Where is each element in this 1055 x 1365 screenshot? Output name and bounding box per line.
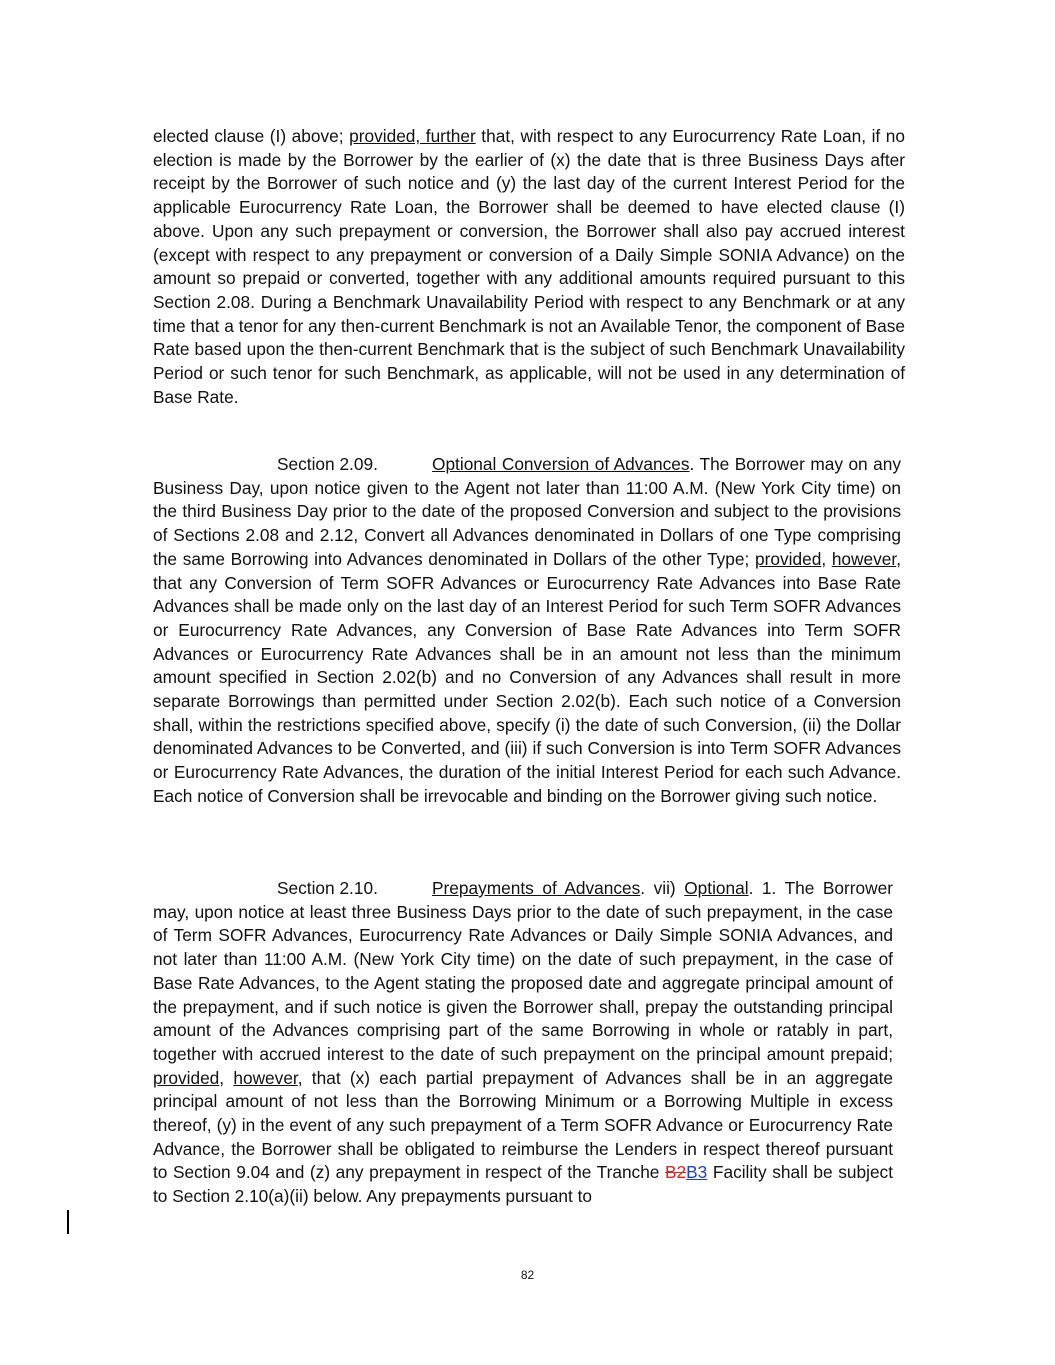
section-2-10-paragraph <box>153 877 893 1209</box>
paragraph-text: Section 2.10. Prepayments of Advances. vii) Optional. 1. The Borrower may, upon notice at least three Business Days prior to the date of such prepayment, in the case of Term SOFR Advances, Eurocurrency Rate Advances or Daily Simple SONIA Advances, and not later than 11:00 A.M. (New York City time) on the date of such prepayment, in the case of Base Rate Advances, to the Agent stating the proposed date and aggregate principal amount of the prepayment, and if such notice is given the Borrower shall, prepay the outstanding principal amount of the Advances comprising part of the same Borrowing in whole or ratably in part, together with accrued interest to the date of such prepayment on the principal amount prepaid; provided, however, that (x) each partial prepayment of Advances shall be in an aggregate principal amount of not less than the Borrowing Minimum or a Borrowing Multiple in excess thereof, (y) in the event of any such prepayment of a Term SOFR Advance or Eurocurrency Rate Advance, the Borrower shall be obligated to reimburse the Lenders in respect thereof pursuant to Section 9.04 and (z) any prepayment in respect of the Tranche B2B3 Facility shall be subject to Section 2.10(a)(ii) below. Any prepayments pursuant to <box>153 878 893 1207</box>
section-title: Prepayments of Advances <box>432 878 641 898</box>
tracked-deletion: B2 <box>665 1162 687 1183</box>
section-number: Section 2.09. <box>277 454 378 474</box>
underlined-term: provided <box>755 548 822 569</box>
underlined-term: Optional <box>684 878 749 898</box>
paragraph-continuation <box>153 125 905 409</box>
paragraph-text: Section 2.09. Optional Conversion of Advances. The Borrower may on any Business Day, upon notice given to the Agent not later than 11:00 A.M. (New York City time) on the third Business Day prior to the date of the proposed Conversion and subject to the provisions of Sections 2.08 and 2.12, Convert all Advances denominated in Dollars of one Type comprising the same Borrowing into Advances denominated in Dollars of the other Type; provided, however, that any Conversion of Term SOFR Advances or Eurocurrency Rate Advances into Base Rate Advances shall be made only on the last day of an Interest Period for such Term SOFR Advances or Eurocurrency Rate Advances, any Conversion of Base Rate Advances into Term SOFR Advances or Eurocurrency Rate Advances shall be in an amount not less than the minimum amount specified in Section 2.02(b) and no Conversion of any Advances shall result in more separate Borrowings than permitted under Section 2.02(b). Each such notice of a Conversion shall, within the restrictions specified above, specify (i) the date of such Conversion, (ii) the Dollar denominated Advances to be Converted, and (iii) if such Conversion is into Term SOFR Advances or Eurocurrency Rate Advances, the duration of the initial Interest Period for each such Advance. Each notice of Conversion shall be irrevocable and binding on the Borrower giving such notice. <box>153 454 902 806</box>
change-bar <box>67 1210 69 1234</box>
page-number: 82 <box>520 1268 535 1282</box>
paragraph-text: elected clause (I) above; provided, further that, with respect to any Eurocurrency Rate Loan, if no election is made by the Borrower by the earlier of (x) the date that is three Business Days after receipt by the Borrower of such notice and (y) the last day of the current Interest Period for the applicable Eurocurrency Rate Loan, the Borrower shall be deemed to have elected clause (I) above. Upon any such prepayment or conversion, the Borrower shall also pay accrued interest (except with respect to any prepayment or conversion of a Daily Simple SONIA Advance) on the amount so prepaid or converted, together with any additional amounts required pursuant to this Section 2.08. During a Benchmark Unavailability Period with respect to any Benchmark or at any time that a tenor for any then-current Benchmark is not an Available Tenor, the component of Base Rate based upon the then-current Benchmark that is the subject of such Benchmark Unavailability Period or such tenor for such Benchmark, as applicable, will not be used in any determination of Base Rate. <box>153 126 906 407</box>
underlined-term: provided <box>153 1067 220 1088</box>
tracked-insertion: B3 <box>686 1162 708 1183</box>
underlined-term: however <box>831 548 897 569</box>
section-2-09-paragraph <box>153 453 901 809</box>
section-number: Section 2.10. <box>277 878 378 898</box>
underlined-term: however <box>233 1067 298 1088</box>
section-title: Optional Conversion of Advances <box>432 454 690 474</box>
underlined-term: provided, further <box>349 126 476 146</box>
